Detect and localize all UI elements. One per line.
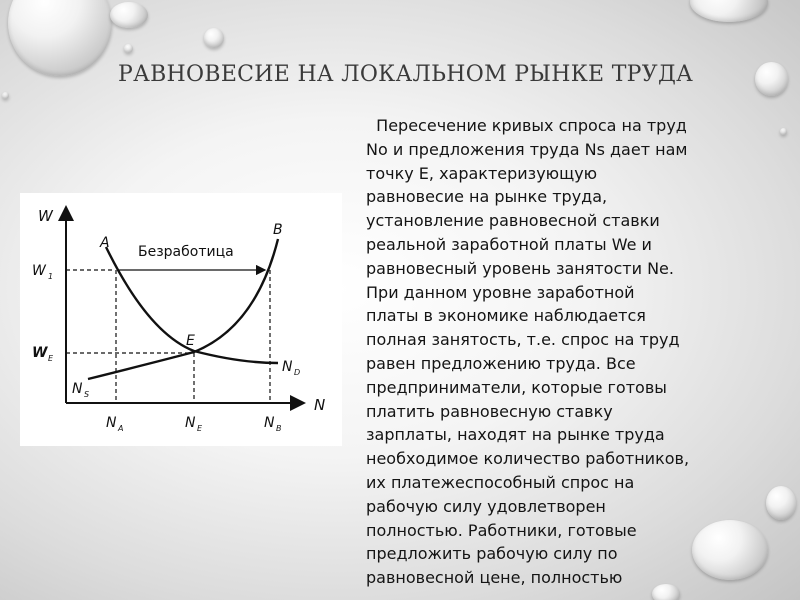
- text-line: равновесие на рынке труда,: [366, 187, 608, 207]
- ns-sub: S: [84, 390, 90, 399]
- w1-sub: 1: [48, 272, 54, 281]
- point-e-label: E: [186, 333, 195, 349]
- text-line: Пересечение кривых спроса на труд: [366, 116, 687, 135]
- text-line: точку E, характеризующую: [366, 163, 598, 183]
- w1-label: W: [32, 263, 46, 279]
- water-drop: [780, 128, 787, 135]
- water-drop: [110, 2, 148, 28]
- nd-label: N: [282, 359, 293, 375]
- nd-sub: D: [294, 368, 301, 377]
- labor-market-graph: [20, 193, 342, 446]
- explanation-text: [366, 114, 781, 590]
- text-line: равен предложению труда. Все: [366, 353, 636, 373]
- text-line: полная занятость, т.е. спрос на труд: [366, 330, 680, 350]
- text-line: реальной заработной платы We и: [366, 234, 652, 254]
- x-axis-label: N: [314, 396, 326, 414]
- text-line: необходимое количество работников,: [366, 449, 690, 469]
- nb-label: N: [264, 415, 275, 431]
- text-line: равновесной цене, полностью: [366, 568, 623, 588]
- nb-sub: B: [276, 424, 282, 433]
- text-line: платить равновесную ставку: [366, 401, 613, 421]
- unemployment-label: Безработица: [138, 244, 234, 260]
- water-drop: [2, 92, 9, 99]
- water-drop: [204, 28, 224, 48]
- point-b-label: B: [273, 222, 283, 238]
- point-a-label: A: [100, 235, 110, 251]
- water-drop: [755, 62, 788, 96]
- na-label: N: [106, 415, 117, 431]
- ne-label: N: [185, 415, 196, 431]
- graph-svg: [20, 193, 342, 446]
- text-line: При данном уровне заработной: [366, 282, 635, 302]
- text-line: зарплаты, находят на рынке труда: [366, 425, 665, 445]
- water-drop: [124, 44, 133, 53]
- text-line: равновесный уровень занятости Ne.: [366, 258, 674, 278]
- water-drop: [8, 0, 112, 76]
- we-sub: E: [48, 354, 54, 363]
- text-line: полностью. Работники, готовые: [366, 520, 637, 540]
- ne-sub: E: [197, 424, 203, 433]
- we-label: W: [32, 345, 48, 361]
- text-line: рабочую силу удовлетворен: [366, 496, 606, 516]
- y-axis-label: W: [38, 207, 53, 225]
- ns-label: N: [72, 381, 83, 397]
- water-drop: [690, 0, 768, 22]
- na-sub: A: [118, 424, 124, 433]
- text-line: предложить рабочую силу по: [366, 544, 618, 564]
- text-line: их платежеспособный спрос на: [366, 472, 635, 492]
- text-line: платы в экономике наблюдается: [366, 306, 646, 326]
- text-line: предприниматели, которые готовы: [366, 377, 667, 397]
- slide-title: РАВНОВЕСИЕ НА ЛОКАЛЬНОМ РЫНКЕ ТРУДА: [118, 62, 694, 87]
- text-line: установление равновесной ставки: [366, 211, 660, 231]
- text-line: No и предложения труда Ns дает нам: [366, 139, 688, 159]
